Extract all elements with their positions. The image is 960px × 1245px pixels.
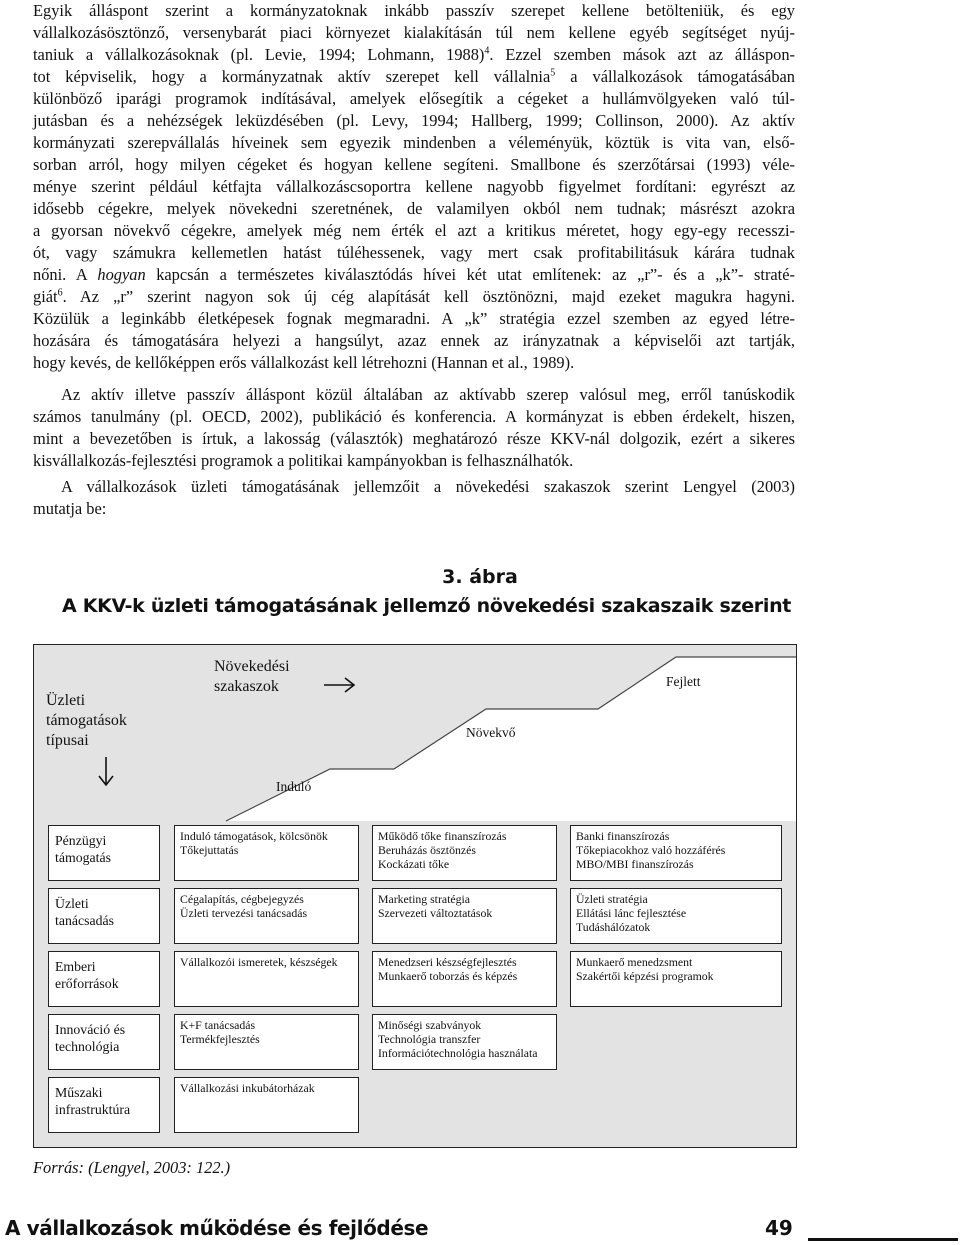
support-cell: Minőségi szabványok Technológia transzfer Információtechnológia használata	[372, 1014, 557, 1070]
support-cell: Működő tőke finanszírozás Beruházás ösztönzés Kockázati tőke	[372, 825, 557, 881]
text-line: vállalkozásösztönző, versenybarát piaci környezet kialakításán túl nem kellene egyéb segítséget nyúj-	[33, 23, 795, 42]
support-cell: Banki finanszírozás Tőkepiacokhoz való hozzáférés MBO/MBI finanszírozás	[570, 825, 782, 881]
footnote-ref: 4	[484, 45, 490, 57]
down-arrow-icon	[99, 757, 113, 785]
text-line: kormányzati szerepvállalás híveinek sem egyezik mindenben a véleményük, köztük is vita van, első-	[33, 133, 795, 152]
paragraph-1	[33, 0, 795, 374]
text-line: hogy kevés, de kellőképpen erős vállalkozást kell létrehozni (Hannan et al., 1989).	[33, 353, 575, 372]
text-line: Közülük a leginkább életképesek fognak megmaradni. A „k” stratégia ezzel szemben az egyed létre-	[33, 309, 795, 328]
support-cell: Munkaerő menedzsment Szakértői képzési programok	[570, 951, 782, 1007]
text-line: Egyik álláspont szerint a kormányzatoknak inkább passzív szerepet kellene betölteniük, és egy	[33, 1, 795, 20]
right-arrow-icon	[324, 678, 354, 692]
text-line: sorban arról, hogy milyen cégeket és hogyan kellene segíteni. Smallbone és szerzőtársai (1993) véle-	[33, 155, 795, 174]
figure-source: Forrás: (Lengyel, 2003: 122.)	[33, 1158, 231, 1177]
category-emberi-eroforrasok: Emberi erőforrások	[48, 951, 160, 1007]
footnote-ref: 5	[550, 67, 556, 79]
category-muszaki-infrastruktura: Műszaki infrastruktúra	[48, 1077, 160, 1133]
support-cell: Üzleti stratégia Ellátási lánc fejlesztése Tudáshálózatok	[570, 888, 782, 944]
figure-diagram	[33, 644, 797, 1148]
footer-title: A vállalkozások működése és fejlődése	[5, 1216, 429, 1240]
text-line: giát$^6$. Az „r” szerint nagyon sok új cég alapítását kell ösztönözni, majd ezeket magukra hagyni.	[33, 287, 795, 306]
text-line: tot képviselik, hogy a kormányzatnak aktív szerepet kell vállalnia$^5$ a vállalkozások támogatásában	[33, 67, 795, 86]
text-line: mint a bevezetőben is írtuk, a lakosság (választók) meghatározó része KKV-nál dolgozik, ezért a sikeres	[33, 429, 795, 448]
paragraph-3	[33, 476, 795, 520]
text-line: mutatja be:	[33, 499, 107, 518]
support-cell: Vállalkozási inkubátorházak	[174, 1077, 359, 1133]
text-line: különböző iparági programok indításával, amelyek elősegítik a cégeket a hullámvölgyeken való túl-	[33, 89, 795, 108]
col-axis-label: Növekedési szakaszok	[214, 658, 290, 695]
text-line: Az aktív illetve passzív álláspont közül általában az aktívabb szerep valósul meg, erről tanúskodik	[61, 385, 795, 404]
footnote-ref: 6	[57, 287, 63, 299]
text-line: ót, vagy számukra kellemetlen hatást túléhessenek, vagy mert csak profitabilitásuk kárára tudnak	[33, 243, 795, 262]
support-cell: Cégalapítás, cégbejegyzés Üzleti tervezési tanácsadás	[174, 888, 359, 944]
support-cell: Induló támogatások, kölcsönök Tőkejuttatás	[174, 825, 359, 881]
text-line: A vállalkozások üzleti támogatásának jellemzőit a növekedési szakaszok szerint Lengyel (2003)	[61, 477, 795, 496]
category-penzugyi: Pénzügyi támogatás	[48, 825, 160, 881]
row-axis-label: Üzleti támogatások típusai	[46, 692, 127, 749]
figure-number: 3. ábra	[442, 566, 518, 588]
page-footer	[0, 1212, 960, 1244]
stage-label-novekvo: Növekvő	[466, 725, 516, 740]
text-line: hozására és támogatására helyezi a hangsúlyt, azaz ennek az irányzatnak a képviselői azt tartják,	[33, 331, 795, 350]
page-number: 49	[765, 1216, 793, 1240]
support-cell: K+F tanácsadás Termékfejlesztés	[174, 1014, 359, 1070]
support-cell: Marketing stratégia Szervezeti változtatások	[372, 888, 557, 944]
footer-rule	[808, 1238, 958, 1241]
text-line: idősebb cégekre, melyek növekedni szeretnének, de valamilyen okból nem tudnak; másrészt azokra	[33, 199, 795, 218]
stage-label-indulo: Induló	[276, 779, 312, 794]
stage-label-fejlett: Fejlett	[666, 674, 701, 689]
text-line: kisvállalkozás-fejlesztési programok a politikai kampányokban is felhasználhatók.	[33, 451, 574, 470]
text-line: nőni. A hogyan kapcsán a természetes kiválasztódás hívei két utat említenek: az „r”- és a „k”- straté-	[33, 265, 795, 284]
text-line: számos tanulmány (pl. OECD, 2002), publikáció és konferencia. A kormányzat is ebben érdekelt, hiszen,	[33, 407, 795, 426]
category-innovacio: Innováció és technológia	[48, 1014, 160, 1070]
text-line: a gyorsan növekvő cégekre, amelyek még nem érték el azt a kritikus méretet, hogy egy-egy recesszi-	[33, 221, 795, 240]
support-cell: Vállalkozói ismeretek, készségek	[174, 951, 359, 1007]
text-line: taniuk a vállalkozásoknak (pl. Levie, 1994; Lohmann, 1988)$^4$. Ezzel szemben mások azt az álláspon-	[33, 45, 795, 64]
figure-title: A KKV-k üzleti támogatásának jellemző növekedési szakaszaik szerint	[62, 595, 792, 617]
paragraph-2	[33, 384, 795, 472]
category-uzleti-tanacsadas: Üzleti tanácsadás	[48, 888, 160, 944]
text-line: jutásban és a nehézségek leküzdésében (pl. Levy, 1994; Hallberg, 1999; Collinson, 2000). Az aktív	[33, 111, 795, 130]
text-line: ménye szerint például kétfajta vállalkozáscsoportra kellene nagyobb figyelmet fordítani: egyrészt az	[33, 177, 795, 196]
support-cell: Menedzseri készségfejlesztés Munkaerő toborzás és képzés	[372, 951, 557, 1007]
